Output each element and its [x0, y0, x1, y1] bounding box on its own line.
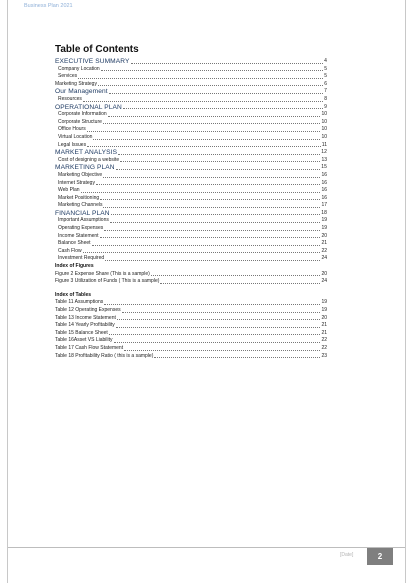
dot-leader — [154, 357, 320, 358]
toc-entry[interactable] — [55, 217, 327, 225]
toc-entry-page-number: 13 — [321, 156, 327, 163]
toc-entry[interactable] — [55, 164, 327, 172]
toc-entry[interactable] — [55, 195, 327, 203]
toc-entry[interactable] — [55, 96, 327, 104]
figures-heading: Index of Figures — [55, 263, 94, 270]
page-margin-right — [405, 0, 406, 583]
figure-entry[interactable] — [55, 271, 327, 279]
toc-entry-page-number: 8 — [324, 95, 327, 102]
toc-title: Table of Contents — [55, 44, 139, 55]
dot-leader — [105, 260, 320, 261]
toc-entry-page-number: 5 — [324, 73, 327, 80]
toc-entry[interactable] — [55, 248, 327, 256]
toc-entry-page-number: 20 — [321, 232, 327, 239]
toc-entry-page-number: 7 — [324, 88, 327, 95]
dot-leader — [120, 161, 320, 162]
toc-entry-label: Operating Expenses — [58, 225, 104, 232]
toc-entry-label: FINANCIAL PLAN — [55, 209, 110, 217]
toc-entry-label: Services — [58, 73, 78, 80]
dot-leader — [118, 154, 320, 155]
figure-entry[interactable] — [55, 278, 327, 286]
dot-leader — [123, 108, 323, 109]
figure-entry-label: Figure 3 Utilization of Funds ( This is a sample) — [55, 278, 160, 285]
toc-entry-label: Cash Flow — [58, 247, 82, 254]
toc-entry-label: Cost of designing a website — [58, 156, 120, 163]
toc-entry[interactable] — [55, 119, 327, 127]
toc-entry-label: Income Statement — [58, 232, 99, 239]
dot-leader — [116, 169, 321, 170]
toc-entry-label: Internet Strategy — [58, 179, 95, 186]
toc-entry[interactable] — [55, 111, 327, 119]
dot-leader — [104, 230, 320, 231]
dot-leader — [109, 93, 323, 94]
table-entry-page-number: 19 — [321, 299, 327, 306]
dot-leader — [87, 146, 321, 147]
toc-entry-label: Balance Sheet — [58, 240, 91, 247]
dot-leader — [103, 123, 321, 124]
toc-entry-label: Market Positioning — [58, 194, 100, 201]
toc-entry-page-number: 6 — [324, 80, 327, 87]
toc-entry-page-number: 16 — [321, 179, 327, 186]
toc-entry-label: Web Plan — [58, 187, 80, 194]
table-entry-label: Table 12 Operating Expenses — [55, 307, 121, 313]
toc-entry-label: Company Location — [58, 65, 100, 72]
toc-entry[interactable] — [55, 126, 327, 134]
toc-entry-page-number: 10 — [321, 118, 327, 125]
dot-leader — [83, 252, 321, 253]
table-entry-label: Table 16Asset VS Liability — [55, 337, 113, 344]
dot-leader — [78, 78, 323, 79]
table-entry-label: Table 15 Balance Sheet — [55, 329, 108, 336]
toc-entry-page-number: 22 — [321, 247, 327, 254]
dot-leader — [110, 222, 321, 223]
toc-entry[interactable] — [55, 172, 327, 180]
table-entry-label: Table 14 Yearly Profitability — [55, 322, 115, 329]
toc-entry-page-number: 17 — [321, 202, 327, 209]
table-entry-page-number: 22 — [321, 344, 327, 351]
toc-entry[interactable] — [55, 104, 327, 112]
dot-leader — [100, 237, 321, 238]
table-entry-page-number: 21 — [321, 329, 327, 336]
dot-leader — [108, 116, 321, 117]
toc-entry-page-number: 10 — [321, 133, 327, 140]
dot-leader — [103, 207, 320, 208]
dot-leader — [109, 334, 321, 335]
figure-entry-page-number: 20 — [321, 270, 327, 277]
table-of-contents — [55, 58, 327, 360]
toc-entry-label: Our Management — [55, 88, 108, 96]
dot-leader — [104, 304, 320, 305]
page-number-badge: 2 — [367, 548, 393, 565]
dot-leader — [92, 245, 321, 246]
toc-entry-page-number: 18 — [321, 209, 327, 216]
figure-entry-page-number: 24 — [321, 278, 327, 285]
toc-entry-label: Marketing Objective — [58, 171, 103, 178]
dot-leader — [114, 342, 321, 343]
toc-entry-label: Important Assumptions — [58, 217, 109, 224]
toc-entry-page-number: 19 — [321, 217, 327, 224]
toc-entry-page-number: 16 — [321, 194, 327, 201]
toc-entry-page-number: 10 — [321, 126, 327, 133]
toc-entry[interactable] — [55, 225, 327, 233]
toc-entry-label: Legal Issues — [58, 141, 87, 148]
toc-entry-label: EXECUTIVE SUMMARY — [55, 58, 130, 65]
toc-entry-label: Marketing Strategy — [55, 80, 97, 87]
toc-entry[interactable] — [55, 233, 327, 241]
table-entry[interactable] — [55, 299, 327, 307]
toc-entry[interactable] — [55, 58, 327, 66]
toc-entry-page-number: 9 — [324, 103, 327, 110]
toc-entry-label: Office Hours — [58, 126, 86, 133]
toc-entry-page-number: 19 — [321, 225, 327, 232]
dot-leader — [81, 192, 321, 193]
dot-leader — [160, 283, 320, 284]
toc-entry-label: Investment Required — [58, 255, 105, 262]
toc-entry[interactable] — [55, 180, 327, 188]
toc-entry[interactable] — [55, 240, 327, 248]
dot-leader — [124, 350, 320, 351]
toc-entry-page-number: 11 — [321, 141, 327, 148]
table-entry-label: Table 18 Profitability Ratio ( this is a sample) — [55, 352, 154, 359]
toc-entry-label: Virtual Location — [58, 133, 93, 140]
table-entry-label: Table 11 Assumptions — [55, 299, 104, 306]
table-entry-page-number: 22 — [321, 337, 327, 344]
dot-leader — [122, 312, 321, 313]
footer-date[interactable]: [Date] — [340, 552, 354, 558]
dot-leader — [93, 139, 320, 140]
toc-entry-page-number: 12 — [321, 149, 327, 156]
toc-entry[interactable] — [55, 134, 327, 142]
toc-entry-page-number: 4 — [324, 58, 327, 64]
dot-leader — [96, 184, 320, 185]
page-margin-left — [7, 0, 8, 583]
dot-leader — [83, 101, 323, 102]
tables-heading: Index of Tables — [55, 291, 92, 298]
dot-leader — [100, 199, 320, 200]
figure-entries — [55, 271, 327, 286]
toc-entry-page-number: 24 — [321, 255, 327, 262]
table-entry-page-number: 21 — [321, 322, 327, 329]
toc-entry-page-number: 16 — [321, 171, 327, 178]
toc-entry[interactable] — [55, 88, 327, 96]
toc-entry[interactable] — [55, 255, 327, 263]
table-entries — [55, 299, 327, 360]
toc-entry[interactable] — [55, 81, 327, 89]
footer-divider — [8, 547, 405, 548]
toc-entry-label: Marketing Channels — [58, 202, 103, 209]
dot-leader — [116, 327, 321, 328]
toc-entry-page-number: 16 — [321, 187, 327, 194]
toc-entry-label: Corporate Information — [58, 111, 107, 118]
toc-entry[interactable] — [55, 157, 327, 165]
dot-leader — [87, 131, 321, 132]
table-entry[interactable] — [55, 345, 327, 353]
dot-leader — [101, 70, 324, 71]
table-entry-page-number: 20 — [321, 314, 327, 321]
dot-leader — [98, 85, 323, 86]
toc-entry-page-number: 15 — [321, 164, 327, 171]
toc-entry-page-number: 5 — [324, 65, 327, 72]
toc-entry-label: MARKET ANALYSIS — [55, 149, 118, 157]
table-entry-page-number: 19 — [321, 307, 327, 313]
table-entry[interactable] — [55, 353, 327, 361]
toc-entry[interactable] — [55, 210, 327, 218]
table-entry[interactable] — [55, 315, 327, 323]
toc-entry-label: Resources — [58, 95, 82, 102]
toc-entry[interactable] — [55, 142, 327, 150]
figure-entry-label: Figure 2 Expense Share (This is a sample) — [55, 270, 150, 277]
toc-entry-page-number: 10 — [321, 111, 327, 118]
toc-entry[interactable] — [55, 202, 327, 210]
toc-entries — [55, 58, 327, 263]
toc-entry-page-number: 21 — [321, 240, 327, 247]
dot-leader — [151, 275, 321, 276]
dot-leader — [111, 214, 321, 215]
table-entry-label: Table 17 Cash Flow Statement — [55, 344, 124, 351]
table-entry[interactable] — [55, 337, 327, 345]
dot-leader — [103, 177, 320, 178]
toc-entry[interactable] — [55, 73, 327, 81]
dot-leader — [131, 63, 324, 64]
table-entry[interactable] — [55, 330, 327, 338]
table-entry-page-number: 23 — [321, 352, 327, 359]
dot-leader — [117, 319, 321, 320]
table-entry-label: Table 13 Income Statement — [55, 314, 116, 321]
toc-entry-label: Corporate Structure — [58, 118, 102, 125]
toc-entry[interactable] — [55, 187, 327, 195]
table-entry[interactable] — [55, 307, 327, 315]
page-header: Business Plan 2021 — [24, 3, 73, 9]
toc-entry-label: MARKETING PLAN — [55, 164, 115, 172]
toc-entry-label: OPERATIONAL PLAN — [55, 103, 122, 111]
toc-entry[interactable] — [55, 149, 327, 157]
toc-entry[interactable] — [55, 66, 327, 74]
table-entry[interactable] — [55, 322, 327, 330]
